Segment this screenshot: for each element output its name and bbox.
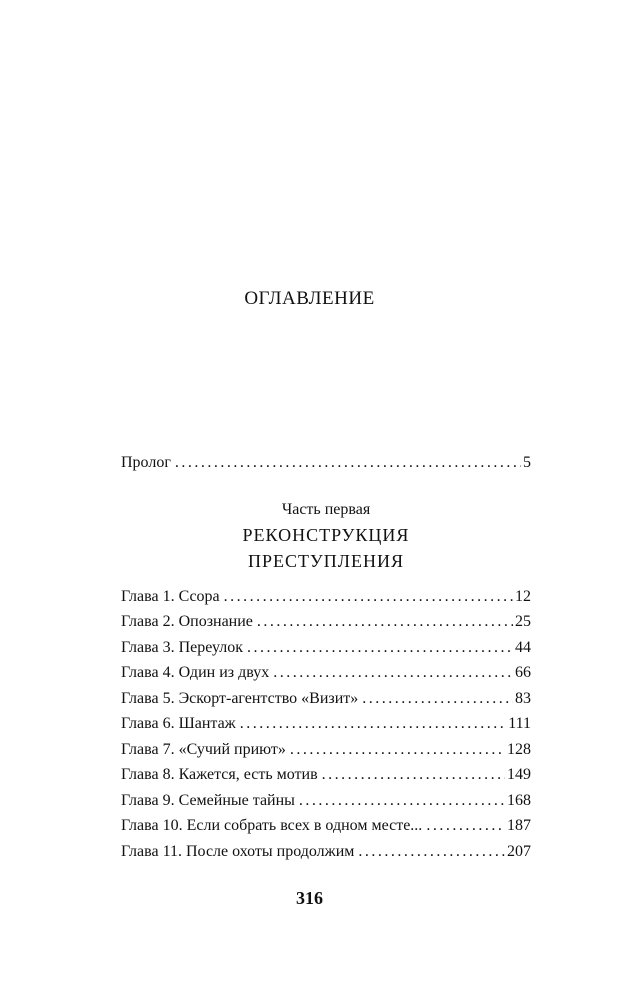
part-title-line2: ПРЕСТУПЛЕНИЯ [248, 550, 404, 571]
toc-entry-page: 187 [507, 817, 531, 834]
toc-entry-label: Глава 6. Шантаж [121, 715, 236, 732]
toc-entry-chapter-6[interactable] [121, 711, 531, 737]
toc-entry-chapter-7[interactable] [121, 737, 531, 763]
toc-entry-page: 12 [515, 587, 531, 605]
toc-entry-prolog[interactable] [121, 450, 531, 476]
toc-entry-chapter-5[interactable] [121, 686, 531, 712]
toc-entry-page: 5 [523, 454, 531, 471]
toc-entry-label: Глава 2. Опознание [121, 613, 253, 630]
dot-leader [257, 609, 513, 635]
toc-entry-page: 44 [515, 638, 531, 656]
toc-entry-page: 168 [507, 791, 531, 809]
part-heading [121, 498, 531, 574]
toc-entry-page: 207 [507, 842, 531, 860]
toc-entry-label: Глава 1. Ссора [121, 587, 220, 605]
toc-entry-page: 66 [515, 664, 531, 681]
toc-entry-label: Глава 8. Кажется, есть мотив [121, 766, 318, 783]
dot-leader [273, 660, 513, 686]
toc-entry-page: 83 [515, 689, 531, 707]
toc-entry-label: Глава 5. Эскорт-агентство «Визит» [121, 689, 359, 707]
toc-entry-page: 25 [515, 613, 531, 630]
toc-entry-chapter-4[interactable] [121, 660, 531, 686]
toc-entry-chapter-8[interactable] [121, 762, 531, 788]
toc-entry-chapter-1[interactable] [121, 584, 531, 610]
toc-entry-chapter-2[interactable] [121, 609, 531, 635]
part-subtitle: Часть первая [281, 500, 371, 518]
dot-leader [426, 813, 505, 839]
dot-leader [247, 635, 513, 661]
toc-entry-chapter-11[interactable] [121, 839, 531, 865]
table-of-contents [121, 450, 531, 864]
dot-leader [224, 584, 513, 610]
toc-entry-label: Глава 10. Если собрать всех в одном месте... [121, 817, 423, 834]
dot-leader [358, 839, 505, 865]
toc-entry-chapter-10[interactable] [121, 813, 531, 839]
toc-entry-page: 128 [507, 740, 531, 758]
dot-leader [362, 686, 513, 712]
toc-entry-label: Глава 4. Один из двух [121, 664, 270, 681]
toc-entry-label: Глава 11. После охоты продолжим [121, 842, 355, 860]
dot-leader [299, 788, 505, 814]
page-number: 316 [296, 888, 323, 908]
dot-leader [290, 737, 505, 763]
toc-entry-chapter-3[interactable] [121, 635, 531, 661]
toc-entry-label: Пролог [121, 454, 171, 471]
toc-entry-label: Глава 3. Переулок [121, 638, 243, 656]
toc-entry-label: Глава 7. «Сучий приют» [121, 740, 286, 758]
toc-entry-page: 111 [508, 715, 531, 732]
dot-leader [240, 711, 506, 737]
dot-leader [175, 450, 521, 476]
toc-entry-label: Глава 9. Семейные тайны [121, 791, 295, 809]
part-title-line1: РЕКОНСТРУКЦИЯ [242, 524, 410, 545]
toc-entry-chapter-9[interactable] [121, 788, 531, 814]
page-title: ОГЛАВЛЕНИЕ [244, 288, 375, 309]
dot-leader [322, 762, 505, 788]
toc-entry-page: 149 [507, 766, 531, 783]
